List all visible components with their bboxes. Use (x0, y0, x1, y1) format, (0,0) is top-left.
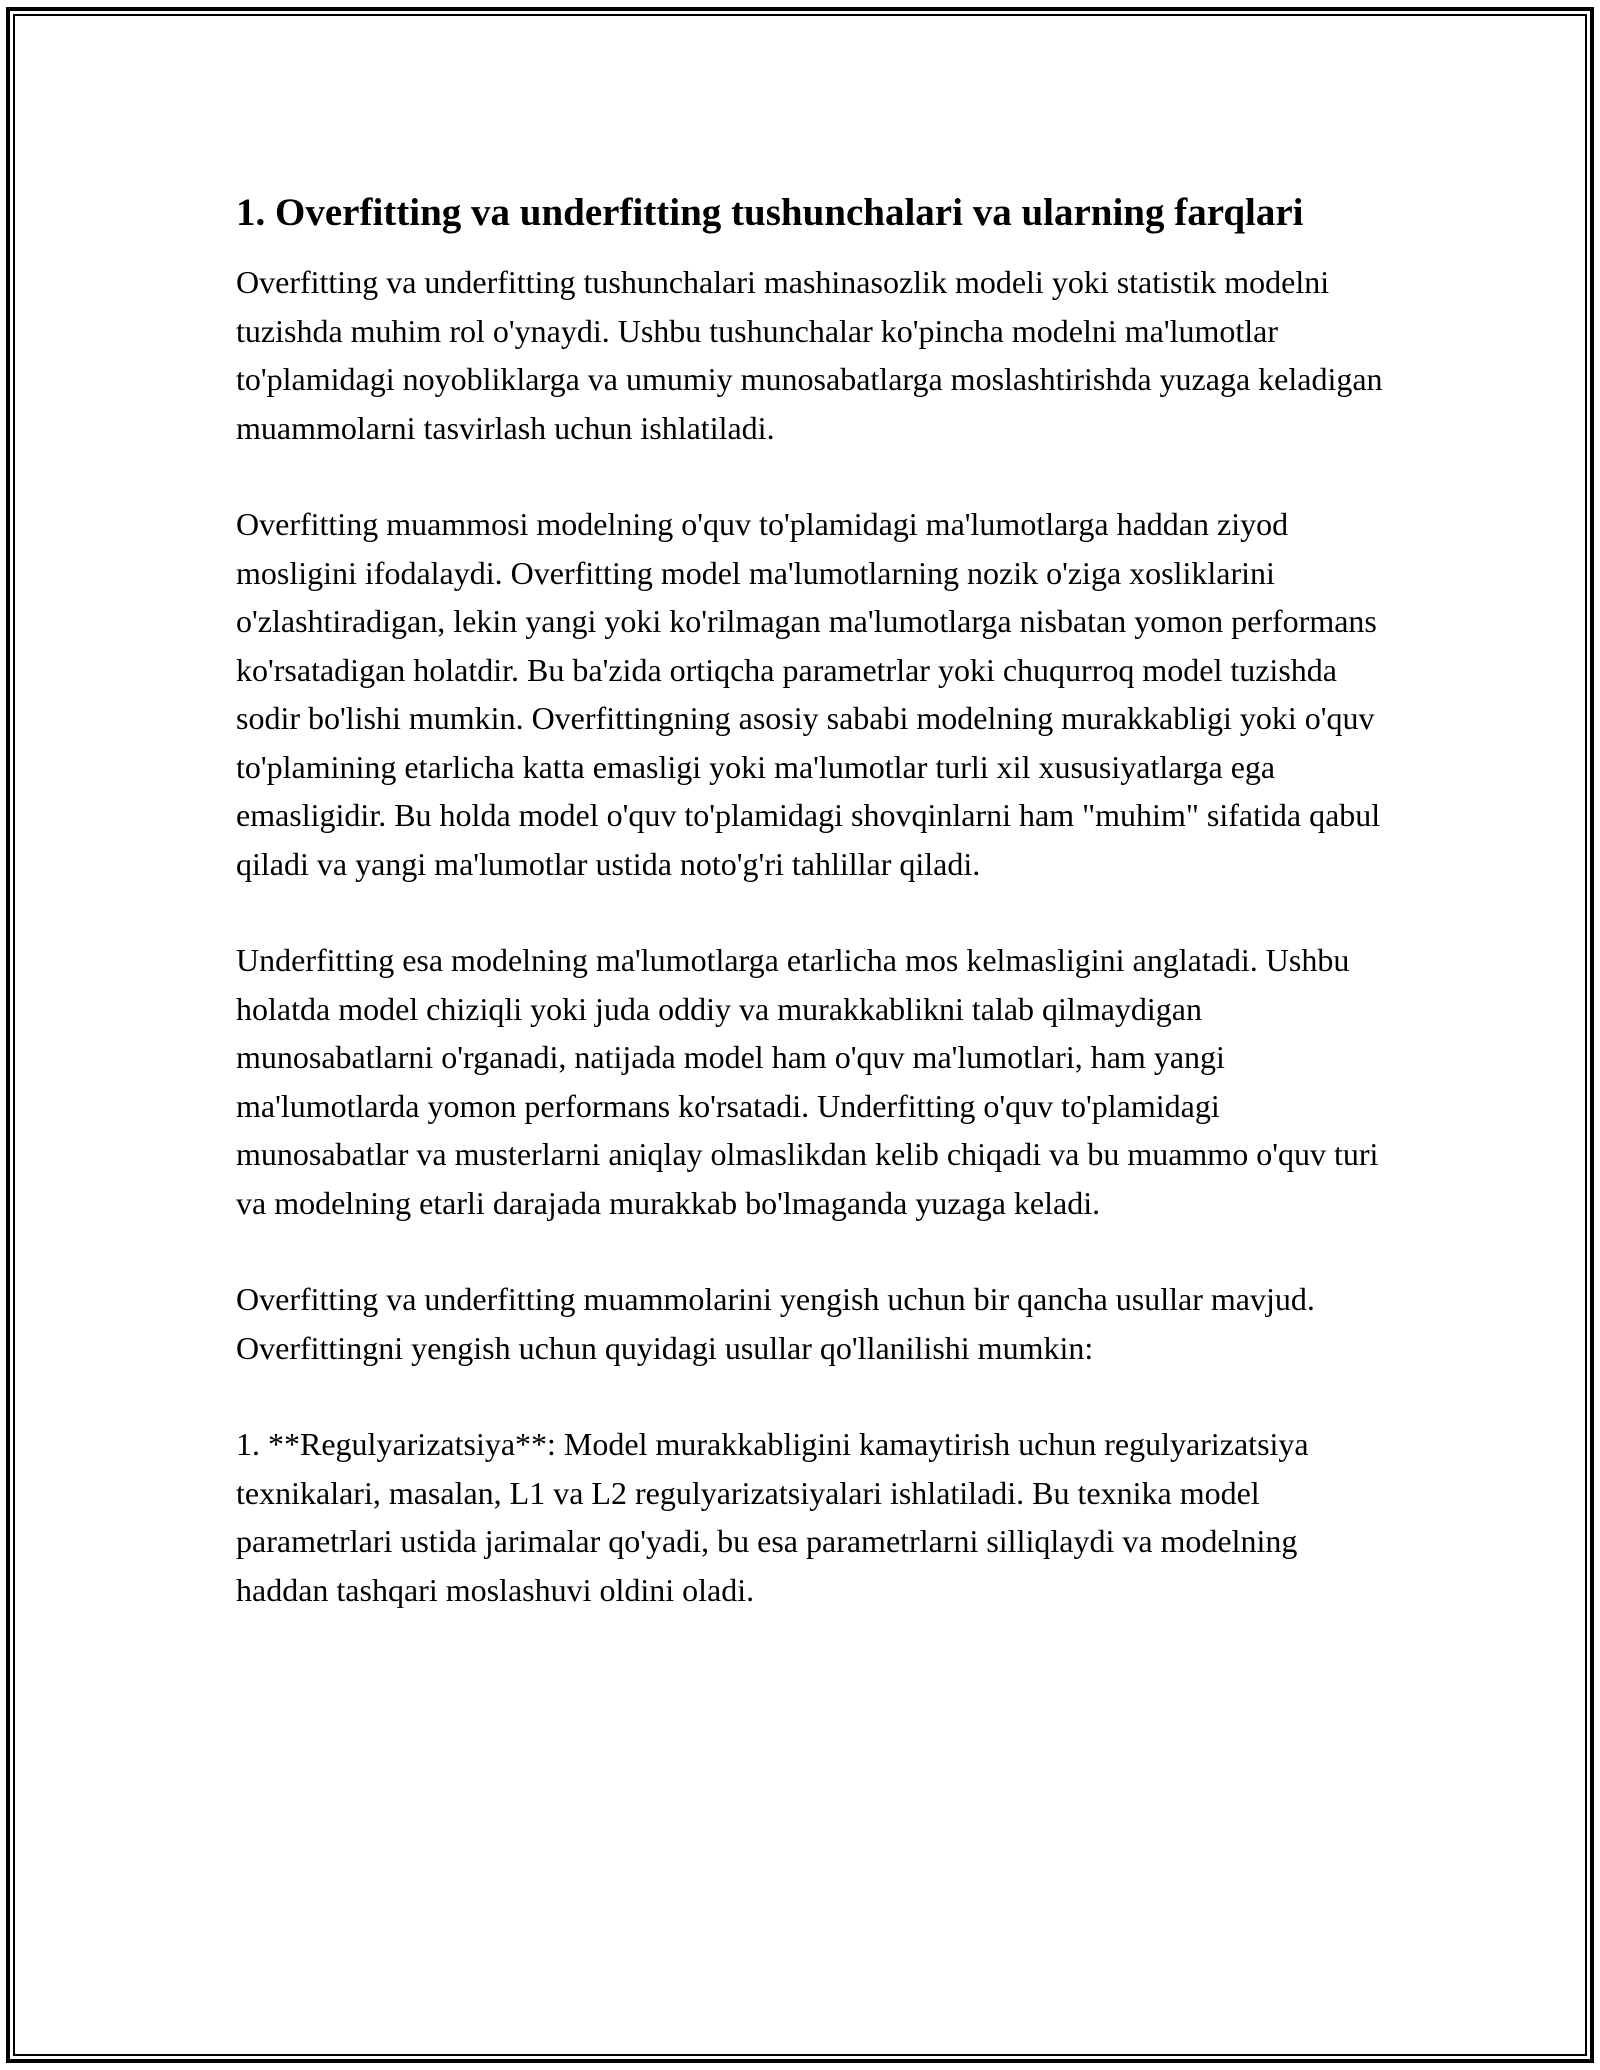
paragraph-intro: Overfitting va underfitting tushunchalari mashinasozlik modeli yoki statistik modelni tuzishda muhim rol o'ynaydi. Ushbu tushunchalar ko'pincha modelni ma'lumotlar to'plamidagi noyobliklarga va umumiy munosabatlarga moslashtirishda yuzaga keladigan muammolarni tasvirlash uchun ishlatiladi. (236, 264, 1383, 446)
document-body (236, 186, 1386, 1662)
paragraph-underfitting: Underfitting esa modelning ma'lumotlarga etarlicha mos kelmasligini anglatadi. Ushbu holatda model chiziqli yoki juda oddiy va murakkablikni talab qilmaydigan munosabatlarni o'rganadi, natijada model ham o'quv ma'lumotlari, ham yangi ma'lumotlarda yomon performans ko'rsatadi. Underfitting o'quv to'plamidagi munosabatlar va musterlarni aniqlay olmaslikdan kelib chiqadi va bu muammo o'quv turi va modelning etarli darajada murakkab bo'lmaganda yuzaga keladi. (236, 942, 1379, 1221)
paragraph-overfitting: Overfitting muammosi modelning o'quv to'plamidagi ma'lumotlarga haddan ziyod mosligini ifodalaydi. Overfitting model ma'lumotlarning nozik o'ziga xosliklarini o'zlashtiradigan, lekin yangi yoki ko'rilmagan ma'lumotlarga nisbatan yomon performans ko'rsatadigan holatdir. Bu ba'zida ortiqcha parametrlar yoki chuqurroq model tuzishda sodir bo'lishi mumkin. Overfittingning asosiy sababi modelning murakkabligi yoki o'quv to'plamining etarlicha katta emasligi yoki ma'lumotlar turli xil xususiyatlarga ega emasligidir. Bu holda model o'quv to'plamidagi shovqinlarni ham "muhim" sifatida qabul qiladi va yangi ma'lumotlar ustida noto'g'ri tahlillar qiladi. (236, 506, 1381, 882)
paragraph-regularization: 1. **Regulyarizatsiya**: Model murakkabligini kamaytirish uchun regulyarizatsiya texnikalari, masalan, L1 va L2 regulyarizatsiyalari ishlatiladi. Bu texnika model parametrlari ustida jarimalar qo'yadi, bu esa parametrlarni silliqlaydi va modelning haddan tashqari moslashuvi oldini oladi. (236, 1426, 1309, 1608)
paragraph-methods-intro: Overfitting va underfitting muammolarini yengish uchun bir qancha usullar mavjud. Overfittingni yengish uchun quyidagi usullar qo'llanilishi mumkin: (236, 1281, 1315, 1366)
document-title: 1. Overfitting va underfitting tushunchalari va ularning farqlari (236, 191, 1304, 234)
